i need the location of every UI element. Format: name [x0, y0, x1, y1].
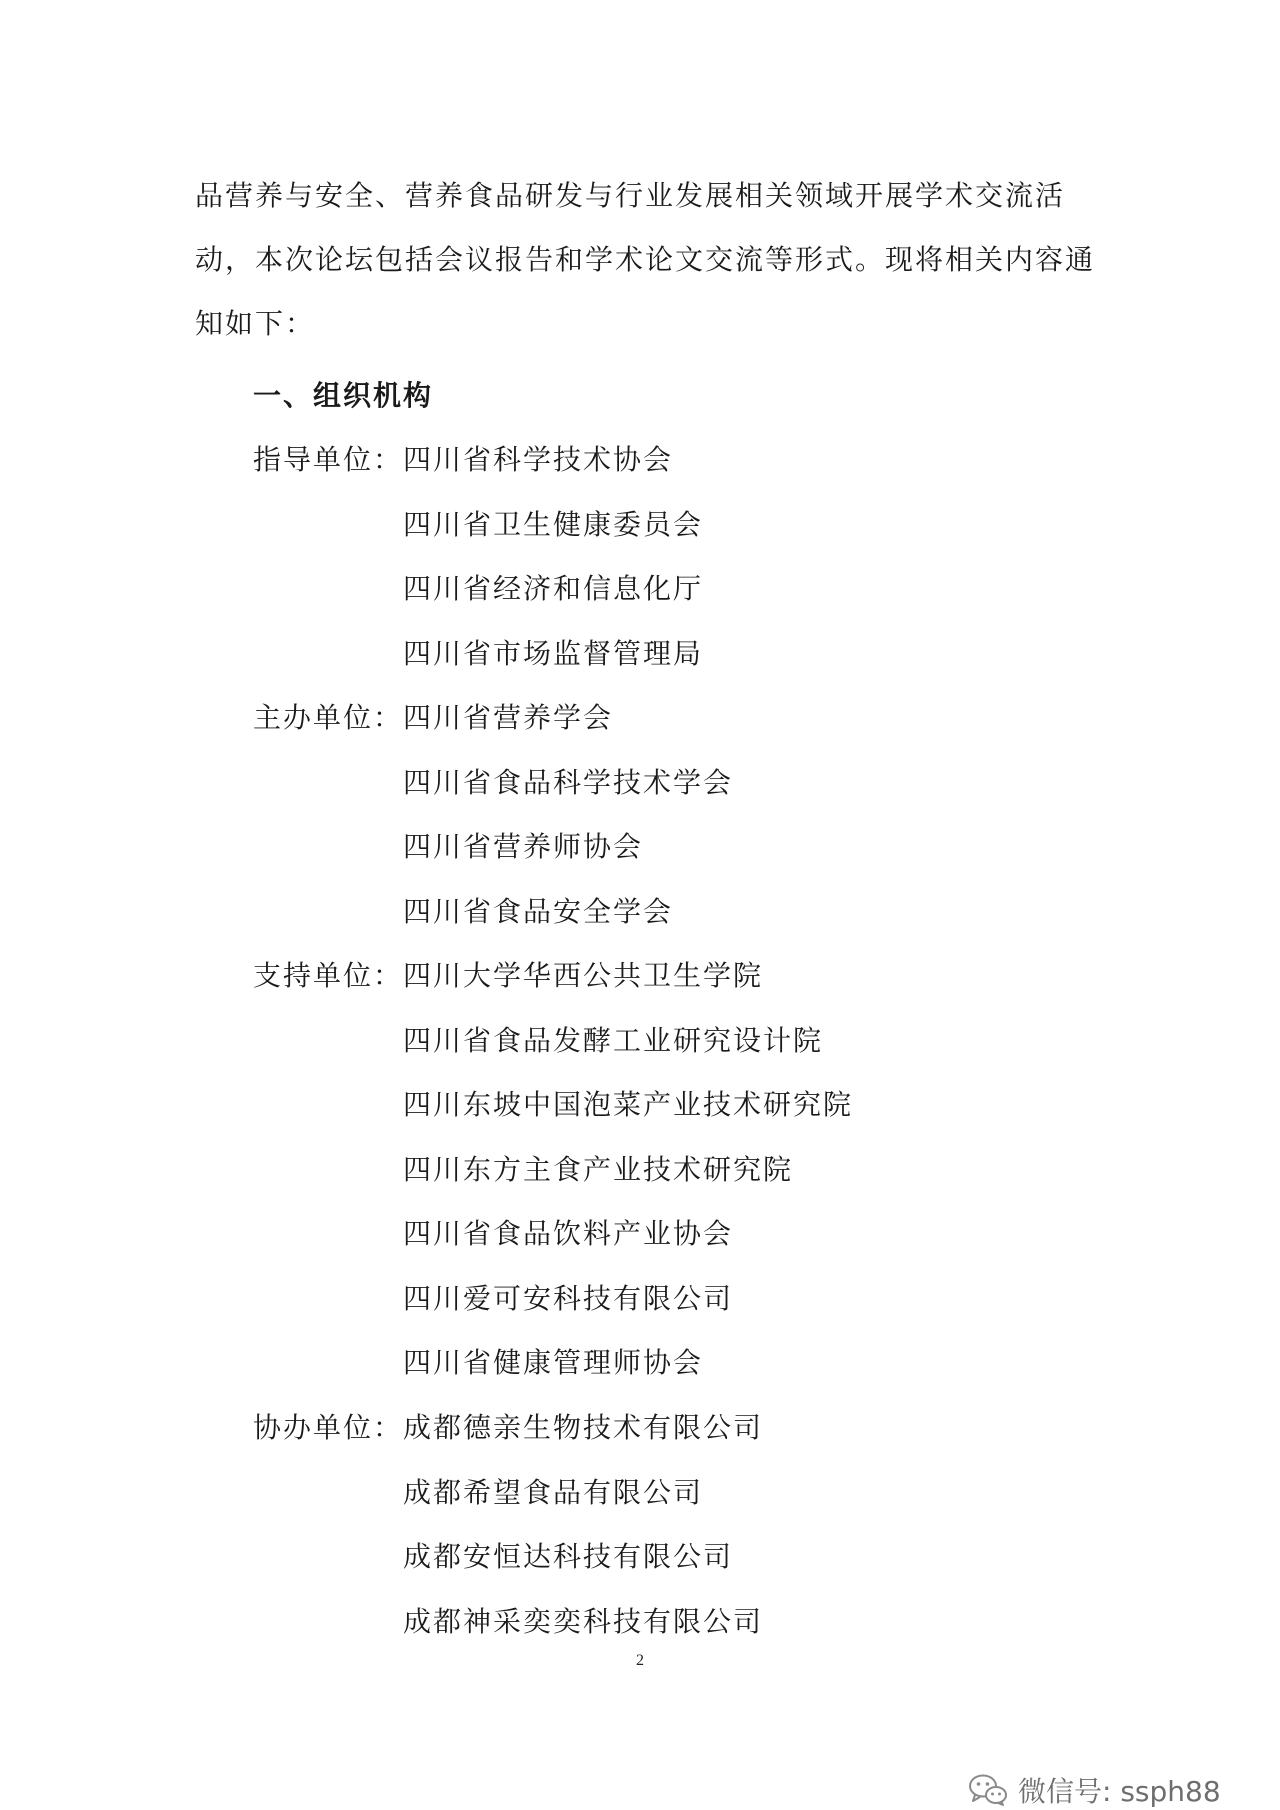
org-row: [253, 1461, 1153, 1526]
org-item: 四川省食品科学技术学会: [403, 765, 734, 799]
org-item: 四川省食品发酵工业研究设计院: [403, 1023, 824, 1057]
org-row: [253, 1073, 1153, 1138]
org-row: [253, 1396, 1153, 1461]
org-row: [253, 751, 1153, 816]
org-item: 成都神采奕奕科技有限公司: [403, 1604, 764, 1638]
org-group-label: 指导单位：: [253, 443, 404, 476]
org-item: 成都德亲生物技术有限公司: [403, 1411, 764, 1444]
org-row: [253, 1525, 1153, 1590]
org-row: [253, 493, 1153, 558]
org-row: [253, 815, 1153, 880]
org-item: 四川省健康管理师协会: [403, 1346, 704, 1379]
org-item: 四川省营养学会: [403, 701, 614, 734]
org-item: 四川大学华西公共卫生学院: [403, 959, 764, 992]
org-item: 四川省市场监督管理局: [403, 636, 704, 670]
org-row: [253, 1202, 1153, 1267]
org-row: [253, 944, 1153, 1009]
wechat-watermark: [968, 1770, 1221, 1810]
org-group-label: 主办单位：: [253, 701, 404, 734]
org-item: 四川省营养师协会: [403, 830, 644, 863]
watermark-text: 微信号: ssph88: [1018, 1775, 1221, 1808]
org-group-co-organizer: [253, 1396, 1153, 1654]
org-row: [253, 622, 1153, 687]
org-row: [253, 880, 1153, 945]
org-group-support: [253, 944, 1153, 1396]
org-item: 四川东方主食产业技术研究院: [403, 1152, 794, 1186]
intro-line: 品营养与安全、营养食品研发与行业发展相关领域开展学术交流活: [195, 179, 1066, 212]
intro-line: 动，本次论坛包括会议报告和学术论文交流等形式。现将相关内容通: [195, 243, 1096, 276]
org-item: 四川省食品安全学会: [403, 894, 674, 928]
intro-paragraph: [195, 164, 1095, 356]
org-row: [253, 557, 1153, 622]
org-item: 四川省食品饮料产业协会: [403, 1217, 734, 1250]
org-row: [253, 1009, 1153, 1074]
org-item: 成都安恒达科技有限公司: [403, 1540, 734, 1573]
org-group-host: [253, 686, 1153, 944]
page-number: 2: [636, 1652, 644, 1669]
org-item: 四川省经济和信息化厅: [403, 572, 704, 605]
org-row: [253, 1267, 1153, 1332]
org-item: 四川东坡中国泡菜产业技术研究院: [403, 1088, 854, 1121]
org-row: [253, 428, 1153, 493]
org-row: [253, 1331, 1153, 1396]
org-item: 四川爱可安科技有限公司: [403, 1281, 734, 1315]
org-item: 成都希望食品有限公司: [403, 1475, 704, 1509]
org-group-guidance: [253, 428, 1153, 686]
org-item: 四川省科学技术协会: [403, 443, 674, 476]
org-group-label: 协办单位：: [253, 1411, 404, 1444]
org-item: 四川省卫生健康委员会: [403, 507, 704, 541]
intro-line: 知如下：: [195, 307, 316, 340]
org-group-label: 支持单位：: [253, 959, 404, 992]
org-row: [253, 686, 1153, 751]
section-heading: 一、组织机构: [253, 379, 434, 412]
org-row: [253, 1590, 1153, 1655]
wechat-icon: [968, 1773, 1008, 1807]
org-row: [253, 1138, 1153, 1203]
